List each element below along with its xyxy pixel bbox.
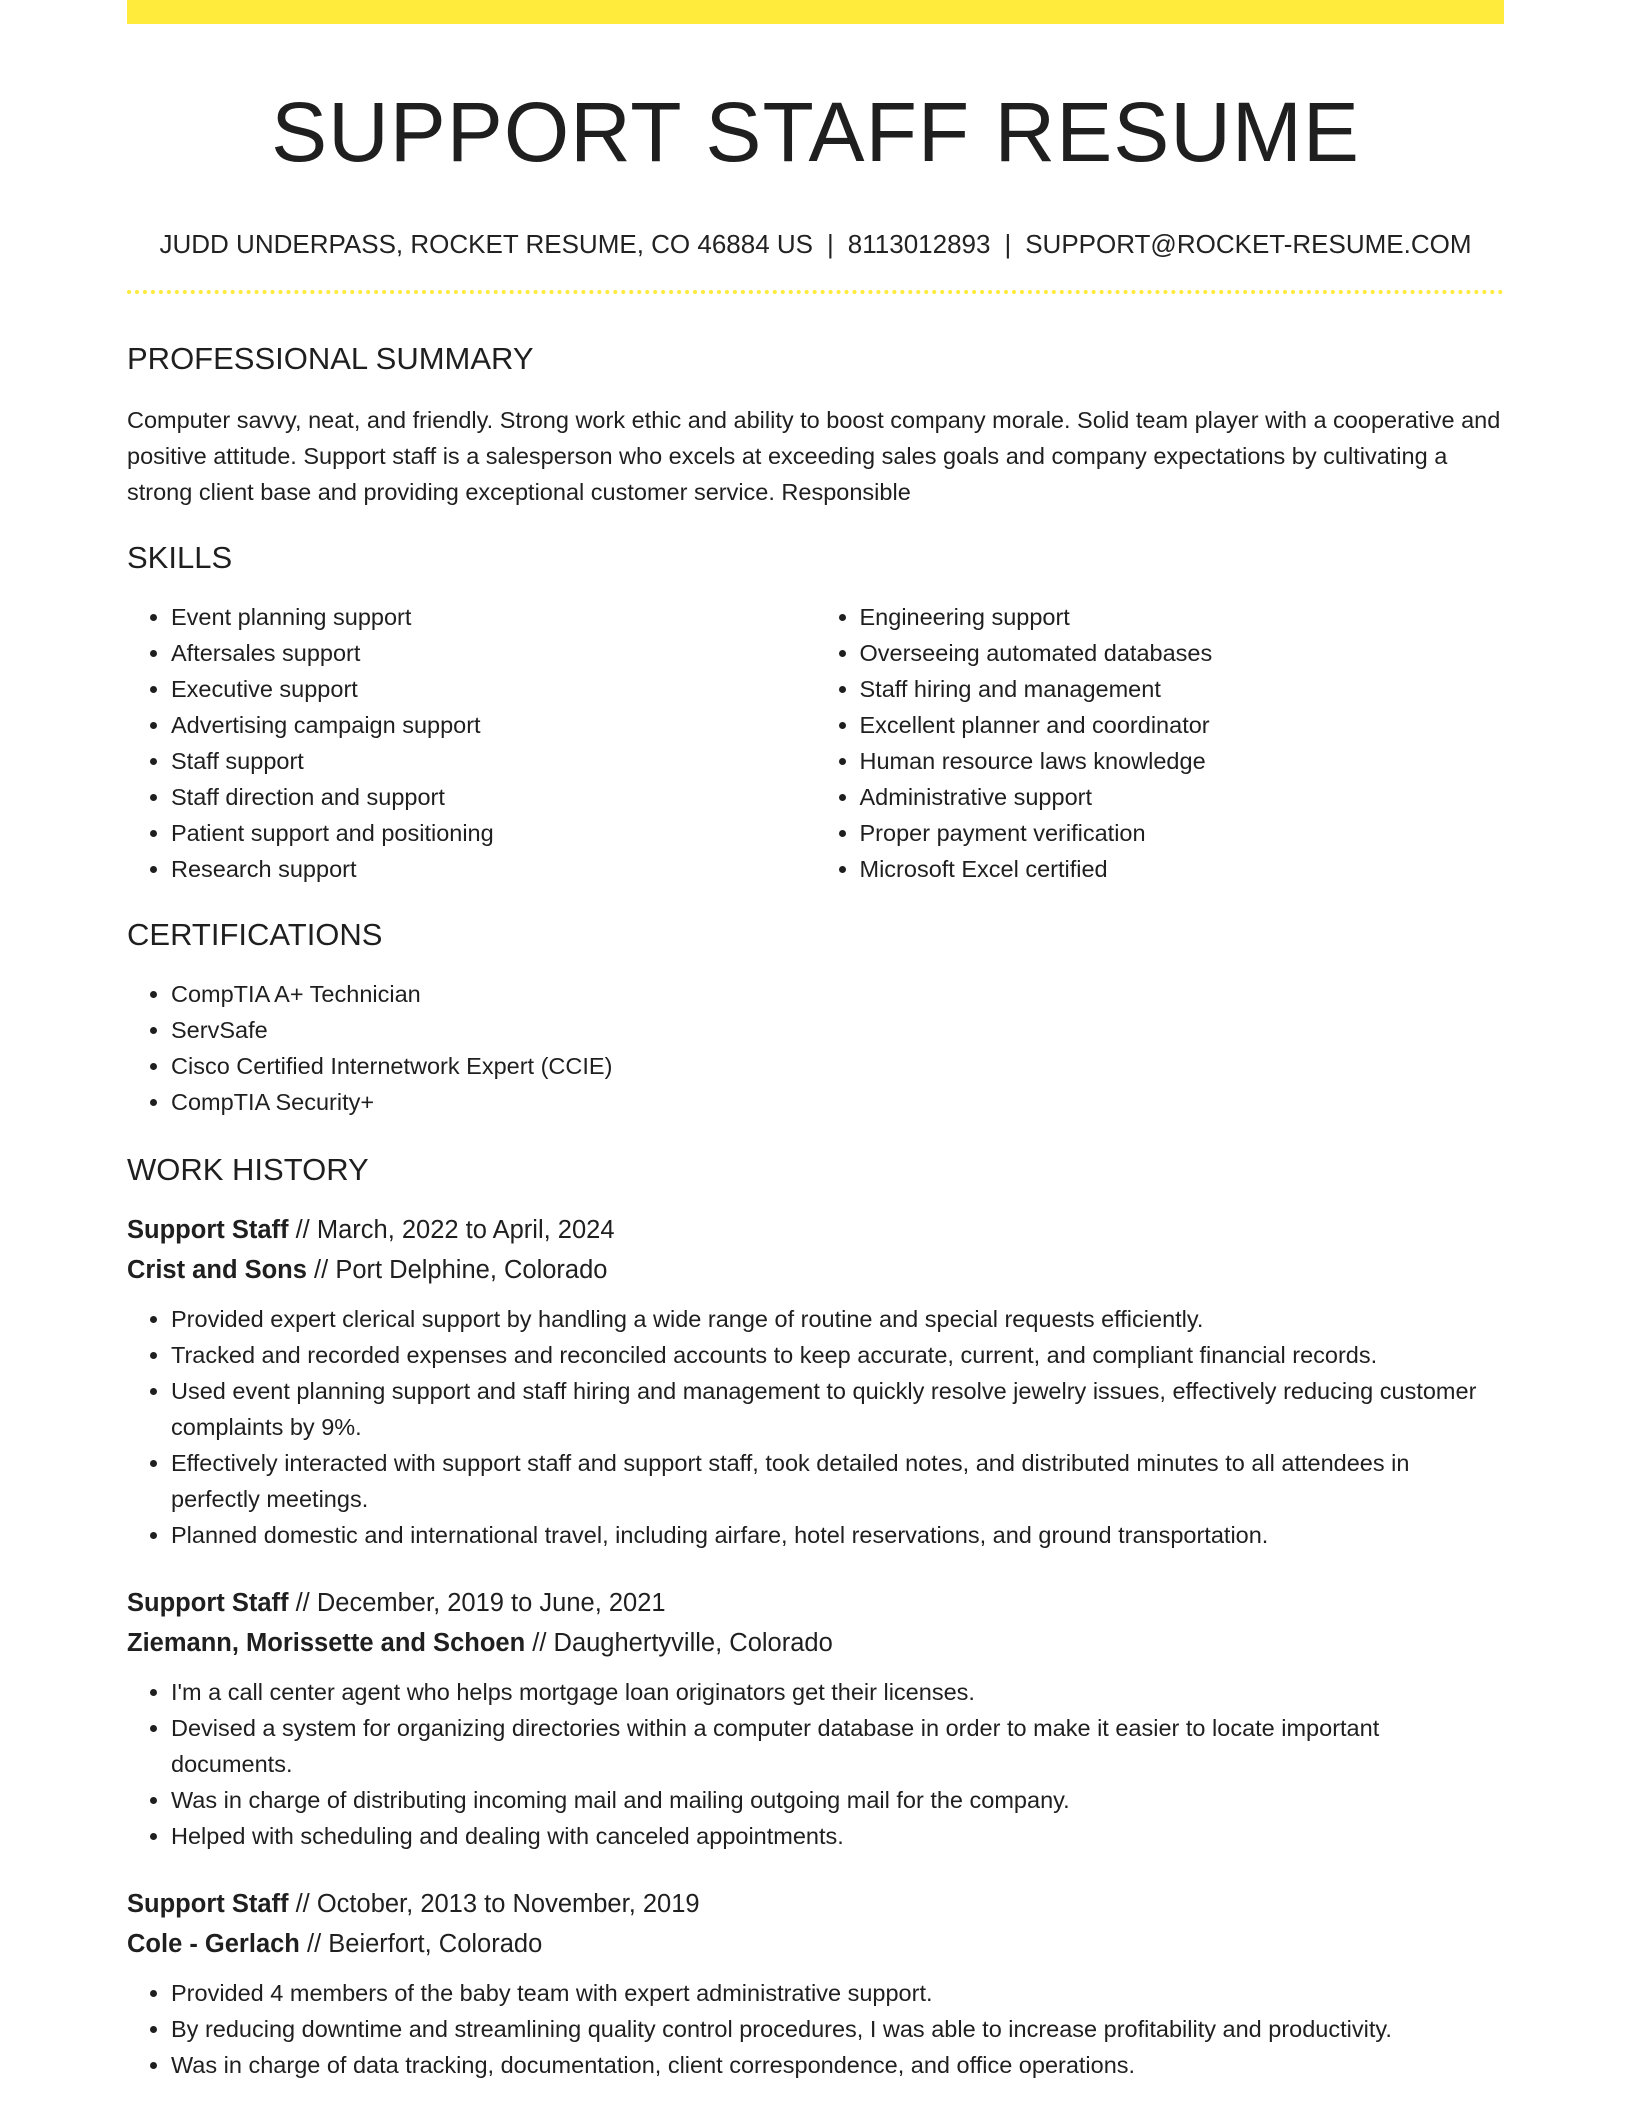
job-title-line: [127, 1583, 1504, 1623]
job-title: Support Staff: [127, 1890, 289, 1918]
skill-item: • Advertising campaign support: [171, 707, 816, 743]
job-bullets: [127, 1301, 1504, 1553]
contact-phone[interactable]: 8113012893: [847, 229, 991, 259]
job-bullet: • Planned domestic and international travel, including airfare, hotel reservations, and ground transportation.: [171, 1517, 1504, 1553]
skill-item: • Staff hiring and management: [860, 671, 1505, 707]
skills-heading: SKILLS: [127, 540, 233, 575]
job-location: Daughertyville, Colorado: [553, 1629, 833, 1657]
certification-item: • CompTIA A+ Technician: [171, 976, 1504, 1012]
job-location: Port Delphine, Colorado: [335, 1256, 608, 1284]
skill-item: • Event planning support: [171, 599, 816, 635]
skills-list-left: [127, 599, 816, 887]
job-bullet: • Helped with scheduling and dealing with canceled appointments.: [171, 1818, 1504, 1854]
job-dates: March, 2022 to April, 2024: [316, 1216, 615, 1244]
job-entry: [127, 1884, 1504, 2083]
job-separator: //: [295, 1589, 310, 1617]
skill-item: • Engineering support: [860, 599, 1505, 635]
job-company-line: [127, 1623, 1504, 1663]
skill-item: • Human resource laws knowledge: [860, 743, 1505, 779]
job-bullet: • Provided 4 members of the baby team with expert administrative support.: [171, 1975, 1504, 2011]
job-bullet: • Used event planning support and staff hiring and management to quickly resolve jewelry issues, effectively reducing customer complaints by 9%.: [171, 1373, 1504, 1445]
job-title: Support Staff: [127, 1589, 289, 1617]
job-company: Cole - Gerlach: [127, 1930, 300, 1958]
job-bullet: • Effectively interacted with support staff and support staff, took detailed notes, and distributed minutes to all attendees in perfectly meetings.: [171, 1445, 1504, 1517]
contact-separator: |: [827, 229, 834, 259]
job-bullet: • Was in charge of distributing incoming mail and mailing outgoing mail for the company.: [171, 1782, 1504, 1818]
skill-item: • Proper payment verification: [860, 815, 1505, 851]
accent-bar: [127, 0, 1504, 24]
job-bullet: • Devised a system for organizing directories within a computer database in order to make it easier to locate important documents.: [171, 1710, 1504, 1782]
job-bullets: [127, 1975, 1504, 2083]
skill-item: • Microsoft Excel certified: [860, 851, 1505, 887]
job-separator: //: [532, 1629, 547, 1657]
job-company: Ziemann, Morissette and Schoen: [127, 1629, 526, 1657]
certification-item: • ServSafe: [171, 1012, 1504, 1048]
skill-item: • Administrative support: [860, 779, 1505, 815]
resume-page: [127, 0, 1504, 2083]
job-bullet: • Provided expert clerical support by handling a wide range of routine and special requests efficiently.: [171, 1301, 1504, 1337]
job-bullet: • By reducing downtime and streamlining quality control procedures, I was able to increase profitability and productivity.: [171, 2011, 1504, 2047]
job-dates: October, 2013 to November, 2019: [316, 1890, 700, 1918]
job-title: Support Staff: [127, 1216, 289, 1244]
job-separator: //: [295, 1216, 310, 1244]
job-company-line: [127, 1250, 1504, 1290]
job-entry: [127, 1210, 1504, 1553]
job-company-line: [127, 1924, 1504, 1964]
job-bullets: [127, 1674, 1504, 1854]
job-dates: December, 2019 to June, 2021: [316, 1589, 666, 1617]
skill-item: • Staff support: [171, 743, 816, 779]
job-company: Crist and Sons: [127, 1256, 307, 1284]
summary-text: Computer savvy, neat, and friendly. Strong work ethic and ability to boost company morale. Solid team player with a cooperative and positive attitude. Support staff is a salesperson who excels at exceeding sales goals and company expectations by cultivating a strong client base and providing exceptional customer service. Responsible: [127, 407, 1501, 505]
contact-line: [127, 227, 1504, 261]
skill-item: • Overseeing automated databases: [860, 635, 1505, 671]
contact-address: JUDD UNDERPASS, ROCKET RESUME, CO 46884 US: [159, 229, 814, 259]
certifications-heading: CERTIFICATIONS: [127, 917, 383, 952]
skill-item: • Patient support and positioning: [171, 815, 816, 851]
job-separator: //: [306, 1930, 322, 1958]
job-separator: //: [295, 1890, 310, 1918]
skill-item: • Executive support: [171, 671, 816, 707]
contact-email[interactable]: SUPPORT@ROCKET-RESUME.COM: [1025, 229, 1472, 259]
job-location: Beierfort, Colorado: [328, 1930, 543, 1958]
skills-list-right: [816, 599, 1505, 887]
summary-heading: PROFESSIONAL SUMMARY: [127, 341, 534, 376]
work-history-heading: WORK HISTORY: [127, 1152, 369, 1187]
job-bullet: • Was in charge of data tracking, documentation, client correspondence, and office operations.: [171, 2047, 1504, 2083]
certification-item: • Cisco Certified Internetwork Expert (CCIE): [171, 1048, 1504, 1084]
job-separator: //: [314, 1256, 329, 1284]
dotted-divider: [127, 290, 1504, 294]
job-bullet: • Tracked and recorded expenses and reconciled accounts to keep accurate, current, and compliant financial records.: [171, 1337, 1504, 1373]
job-entry: [127, 1583, 1504, 1854]
job-bullet: • I'm a call center agent who helps mortgage loan originators get their licenses.: [171, 1674, 1504, 1710]
resume-title: SUPPORT STAFF RESUME: [271, 85, 1360, 179]
skill-item: • Aftersales support: [171, 635, 816, 671]
skill-item: • Staff direction and support: [171, 779, 816, 815]
job-title-line: [127, 1210, 1504, 1250]
certifications-list: [127, 976, 1504, 1120]
job-title-line: [127, 1884, 1504, 1924]
certification-item: • CompTIA Security+: [171, 1084, 1504, 1120]
skill-item: • Research support: [171, 851, 816, 887]
contact-separator: |: [1004, 229, 1012, 259]
skill-item: • Excellent planner and coordinator: [860, 707, 1505, 743]
skills-columns: [127, 599, 1504, 887]
